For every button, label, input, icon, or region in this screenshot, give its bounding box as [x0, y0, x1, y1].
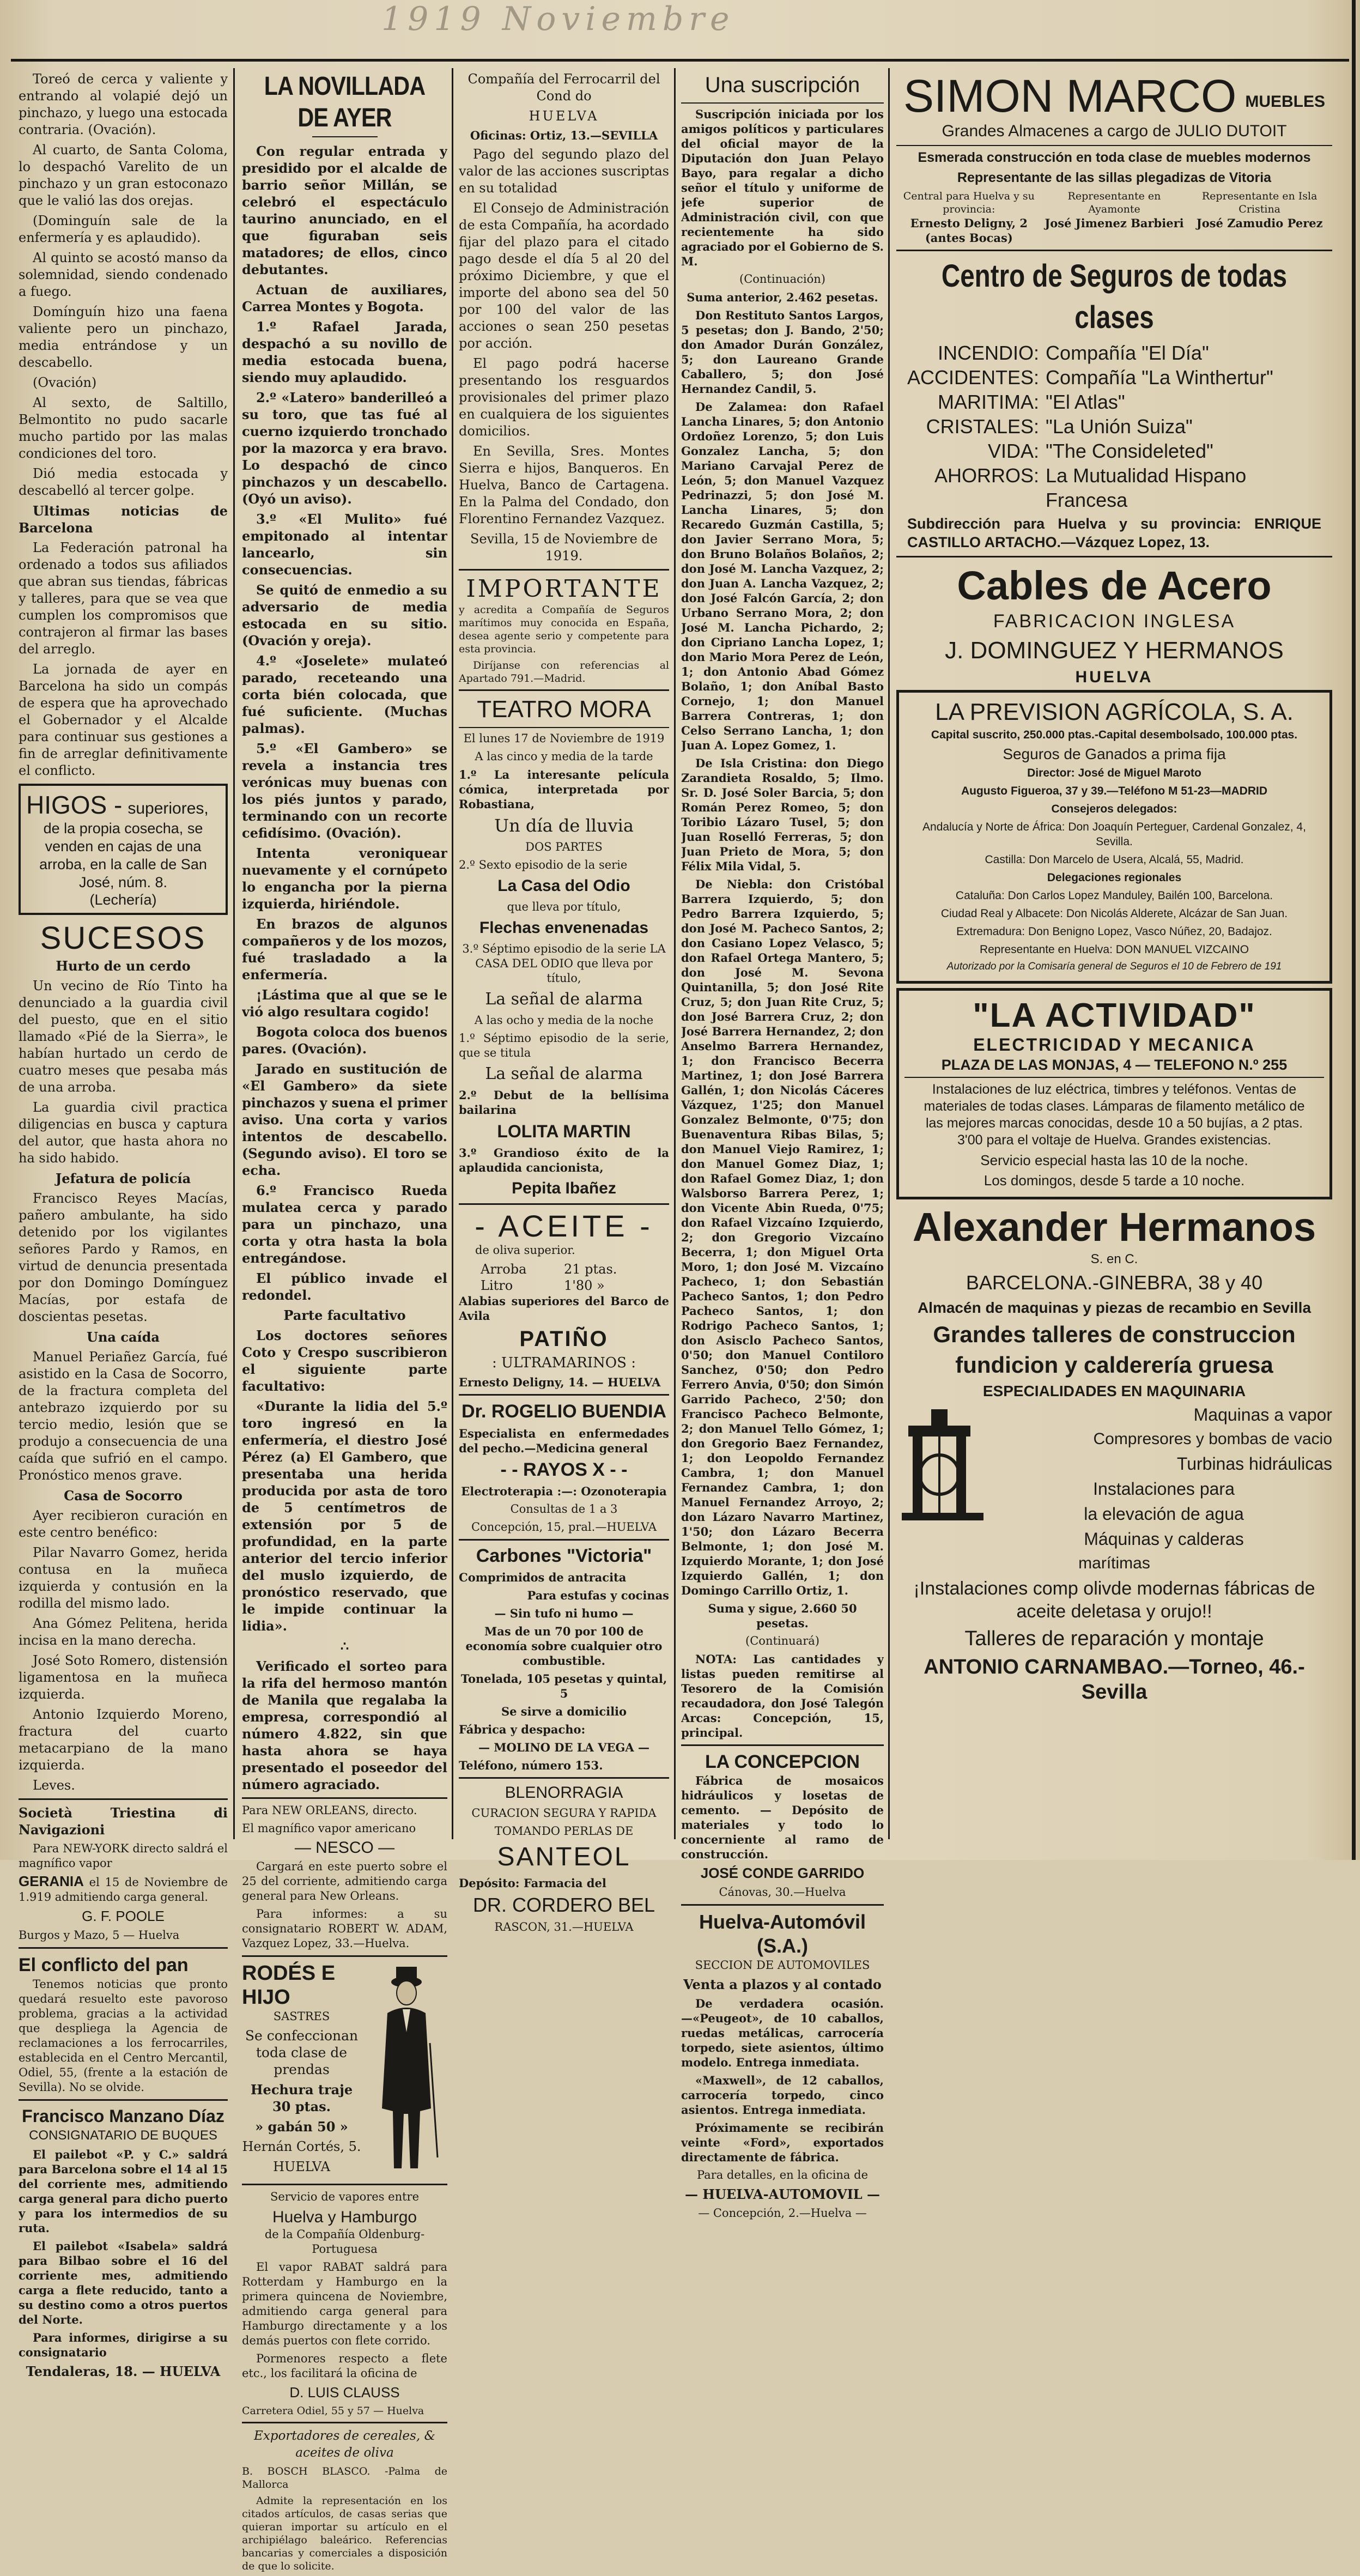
- paragraph: Subdirección para Huelva y su provincia: ENRIQUE CASTILLO ARTACHO.—Vázquez Lopez, 13.: [907, 516, 1321, 550]
- donor-list: De Niebla: don Cristóbal Barrera Izquierdo, 5; don Pedro Barrera Izquierdo, 5; don José M. Pacheco Santos, 2; don Casiano Lopez Velasco, 5; don Rafael Ortega Mantero, 5; don José M. Sevona Quintanilla, 5; don José Rite Cruz, 5; don Juan Rite Cruz, 5; don José Barrera Cruz, 2; don José Barrera Hernandez, 2; don Anselmo Barrera Hernandez, 1; don Francisco Becerra Martinez, 1; don José Barrera Gallén, 1; don Nicolás Cáceres Vázquez, 1'25; don Manuel Gonzalez Belmonte, 0'75; don Buenaventura Ribas Bilas, 5; don Manuel Viejo Ramirez, 1; don Manuel Gomez Diaz, 1; don Rafael Gomez Diaz, 1; don Walsborso Barrera Perez, 1; don Vicente Abin Rueda, 0'75; don Rafael Vizcaíno Izquierdo, 2; don Gregorio Vizcaíno Becerra, 1; don Miguel Orta Moro, 1; don José M. Vizcaíno Pacheco, 1; don Sebastián Pacheco Santos, 1; don Pedro Pacheco Santos, 1; don Rodrigo Pacheco Santos, 1; don Asisclo Pacheco Santos, 0'50; don Manuel Contiloro Sanchez, 0'50; don Pedro Ferrero Anvia, 0'50; don Simón Garrido Pacheco, 2'50; don Francisco Pacheco Belmonte, 2; don Manuel Tello Gómez, 1; don Gregorio Baez Fernandez, 1; don Leopoldo Fernandez Cambra, 1; don Manuel Fernandez Cambra, 1; don Manuel Fernandez Arroyo, 2; don Lázaro Navarro Martinez, 1'50; don Lázaro Becerra Belmonte, 1; don José M. Izquierdo Morante, 1; don José Izquierdo Gallén, 1; don Domingo Carrillo Ortiz, 1.: [681, 877, 884, 1597]
- doctor-name: DR. CORDERO BEL: [472, 1894, 655, 1916]
- divider: [681, 1744, 884, 1746]
- paragraph: Con regular entrada y presidido por el alcalde de barrio señor Millán, se celebró el espectáculo taurino anunciado, en el que figuraban seis matadores; de ellos, cinco debutantes.: [242, 143, 447, 277]
- importante-title: IMPORTANTE: [466, 575, 662, 603]
- blasco-title: Exportadores de cereales, & aceites de oliva: [254, 2429, 435, 2460]
- price-label: Litro: [481, 1278, 513, 1293]
- doctor-name: Dr. ROGELIO BUENDIA: [462, 1401, 666, 1422]
- divider: [896, 556, 1332, 557]
- paragraph: Seguros de Ganados a prima fija: [1003, 745, 1226, 762]
- alexander-title: Alexander Hermanos: [912, 1204, 1316, 1250]
- paragraph: (Ovación): [33, 375, 97, 390]
- paragraph: BARCELONA.-GINEBRA, 38 y 40: [966, 1271, 1263, 1294]
- paragraph: Bogota coloca dos buenos pares. (Ovación).: [242, 1024, 447, 1057]
- price-table: [459, 1261, 669, 1294]
- paragraph: Representante en Huelva: DON MANUEL VIZCAINO: [979, 943, 1249, 956]
- divider: [19, 1798, 228, 1800]
- paragraph: 2.º Sexto episodio de la serie: [459, 858, 628, 871]
- paragraph: ¡Lástima que al que se le vió algo resultara cogido!: [242, 987, 447, 1020]
- paragraph: De verdadera ocasión.—«Peugeot», de 10 caballos, ruedas metálicas, carrocería torpedo, siete asientos, último modelo. Entrega inmediata.: [681, 1997, 884, 2069]
- paragraph: Toreó de cerca y valiente y entrando al volapié dejó un pinchazo, y luego una estocada contraria. (Ovación).: [19, 71, 228, 137]
- paragraph: Esmerada construcción en toda clase de muebles modernos: [918, 150, 1311, 165]
- divider: [459, 1394, 669, 1396]
- divider: [242, 1797, 447, 1799]
- simon-tag: MUEBLES: [1245, 93, 1326, 111]
- paragraph: El pailebot «P. y C.» saldrá para Barcelona sobre el 14 al 15 del corriente mes, admitiendo carga general para dicho puerto y para los intermedios de su ruta.: [19, 2148, 228, 2235]
- city: HUELVA: [273, 2159, 330, 2174]
- paragraph: «Durante la lidia del 5.º toro ingresó en la enfermería, el diestro José Pérez (a) El Gambero, que presentaba una herida producida por asta de toro de 5 centímetros de extensión por 5 de profundidad, en la parte anterior del tercio inferior del muslo izquierdo, de pronóstico reservado, que le impide continuar la lidia».: [242, 1398, 447, 1634]
- paragraph: Cargará en este puerto sobre el 25 del corriente, admitiendo carga general para New Orleans.: [242, 1860, 447, 1902]
- paragraph: Mas de un 70 por 100 de economía sobre cualquier otro combustible.: [465, 1625, 663, 1668]
- paragraph: José Soto Romero, distensión ligamentosa en la muñeca izquierda.: [19, 1653, 228, 1702]
- paragraph: La Federación patronal ha ordenado a todos sus afiliados que abran sus tiendas, fábricas y talleres, para que se vea que cumplen los compromisos que contrajeron al firmar las bases del arreglo.: [19, 540, 228, 657]
- price-label: Arroba: [481, 1262, 527, 1277]
- paragraph: Domínguín hizo una faena valiente pero un pinchazo, media entrándose y un descabello.: [19, 304, 228, 370]
- paragraph: Tenemos noticias que pronto quedará resuelto este pavoroso problema, gracias a la actividad que despliega la Agencia de reclamaciones a los ferrocarriles, establecida en el Centro Mercantil, Odiel, 55, (frente a la estación de Sevilla). No se olvide.: [19, 1978, 228, 2094]
- paragraph: El vapor RABAT saldrá para Rotterdam y Hamburgo en la primera quincena de Noviembre, admitiendo carga general para Hamburgo directamente y a los demás puertos con flete corrido.: [242, 2260, 447, 2347]
- paragraph: Tonelada, 105 pesetas y quintal, 5: [460, 1672, 667, 1700]
- film-title: La señal de alarma: [485, 990, 643, 1009]
- paragraph: Ayer recibieron curación en este centro benéfico:: [19, 1508, 228, 1540]
- paragraph: Próximamente se recibirán veinte «Ford», exportados directamente de fábrica.: [681, 2121, 884, 2164]
- column-rule: [452, 68, 453, 1839]
- paragraph: Especialista en enfermedades del pecho.—Medicina general: [459, 1427, 669, 1455]
- paragraph: A las cinco y media de la tarde: [475, 750, 653, 763]
- artist-name: Pepita Ibañez: [512, 1179, 616, 1197]
- paragraph: En brazos de algunos compañeros y de los mozos, fué trasladado a la enfermería.: [242, 916, 447, 983]
- section-heading: Una caída: [87, 1329, 160, 1345]
- shop-name: PATIÑO: [519, 1327, 609, 1351]
- seguros-title: Centro de Seguros de todas clases: [941, 258, 1288, 335]
- paragraph: Depósito: Farmacia del: [459, 1876, 606, 1890]
- rep-heading: Central para Huelva y su provincia:: [903, 190, 1035, 215]
- film-title: La Casa del Odio: [497, 877, 630, 895]
- paragraph: El Consejo de Administración de esta Compañía, ha acordado fijar del plazo para el citado pago desde el día 5 al 20 del próximo Diciembre, y que el importe del abono sea del 50 por 100 del valor de las acciones o sean 250 pesetas por acción.: [459, 201, 669, 351]
- paragraph: Almacén de maquinas y piezas de recambio en Sevilla: [917, 1299, 1312, 1316]
- rodes-name: RODÉS E HIJO: [242, 1962, 336, 2009]
- paragraph: Venta a plazos y al contado: [683, 1977, 882, 1992]
- column-rule: [888, 68, 890, 1839]
- divider: [19, 1947, 228, 1949]
- simon-name: SIMON MARCO: [903, 71, 1237, 122]
- paragraph: Autorizado por la Comisaría general de Seguros el 10 de Febrero de 191: [946, 961, 1282, 972]
- rodes-role: SASTRES: [273, 2010, 330, 2023]
- paragraph: Suscripción iniciada por los amigos políticos y particulares del oficial mayor de la Diputación don Juan Pelayo Bayo, para regalar a dicho señor el título y uniforme de jefe superior de Administración civil, con que recientemente ha sido agraciado por el Gobierno de S. M.: [681, 107, 884, 268]
- paragraph: Fábrica y despacho:: [459, 1723, 586, 1736]
- paragraph: 1.º La interesante película cómica, interpretada por Robastiana,: [459, 768, 669, 811]
- divider: [19, 2099, 228, 2101]
- aceite-title: - ACEITE -: [475, 1209, 653, 1243]
- address: Burgos y Mazo, 5 — Huelva: [19, 1929, 180, 1942]
- specialty-item: Turbinas hidráulicas: [1176, 1454, 1332, 1474]
- cables-company: J. DOMINGUEZ Y HERMANOS: [945, 637, 1284, 664]
- paragraph: 1.º Rafael Jarada, despachó a su novillo de media estocada buena, siendo muy aplaudido.: [242, 319, 447, 385]
- address: Carretera Odiel, 55 y 57 — Huelva: [242, 2405, 424, 2417]
- rodes-ad: [242, 1961, 447, 2179]
- specialty-item: Instalaciones para: [1093, 1479, 1235, 1499]
- paragraph: Manuel Periañez García, fué asistido en la Casa de Socorro, de la fractura completa del antebrazo izquierdo por su tercio medio, lesión que se produjo a consecuencia de una caída que sufrió en el campo. Pronóstico menos grave.: [19, 1349, 228, 1483]
- divider: [681, 1904, 884, 1906]
- gentleman-illustration: [366, 1961, 447, 2174]
- date: Sevilla, 15 de Noviembre de 1919.: [470, 531, 658, 563]
- address: RASCON, 31.—HUELVA: [494, 1920, 634, 1933]
- paragraph: Jarado en sustitución de «El Gambero» da siete pinchazos y suena el primer aviso. Una corta y varios intentos de descabello. (Segundo aviso). El toro se echa.: [242, 1061, 447, 1178]
- ferro-title: Compañía del Ferrocarril del Cond do: [467, 71, 660, 104]
- city: HUELVA: [1075, 668, 1153, 686]
- divider: [681, 102, 884, 104]
- insurance-kind: CRISTALES:: [926, 415, 1040, 438]
- divider: [312, 136, 378, 137]
- paragraph: fundicion y calderería gruesa: [955, 1352, 1273, 1378]
- address: Hernán Cortés, 5.: [242, 2139, 361, 2154]
- column-rule: [233, 68, 235, 1839]
- higos-line: de la propia cosecha, se venden en cajas de una arroba, en la calle de San José, núm. 8.: [39, 820, 207, 890]
- suscripcion-title: Una suscripción: [705, 73, 860, 97]
- divider: [459, 1203, 669, 1205]
- paragraph: S. en C.: [1090, 1252, 1138, 1266]
- steam-engine-illustration: [896, 1404, 989, 1529]
- teatro-title: TEATRO MORA: [477, 696, 651, 723]
- paragraph: Para informes: a su consignatario ROBERT W. ADAM, Vazquez Lopez, 33.—Huelva.: [242, 1907, 447, 1950]
- auto-title: Huelva-Automóvil (S.A.): [699, 1911, 866, 1957]
- paragraph: — MOLINO DE LA VEGA —: [478, 1741, 649, 1754]
- paragraph: DOS PARTES: [525, 840, 603, 853]
- paragraph: Cataluña: Don Carlos Lopez Manduley, Bailén 100, Barcelona.: [955, 889, 1273, 902]
- paragraph: de oliva superior.: [475, 1244, 575, 1257]
- rep-heading: Representante en Isla Cristina: [1201, 190, 1317, 215]
- insurance-company: "La Unión Suiza": [1046, 415, 1193, 438]
- section-heading: Casa de Socorro: [64, 1488, 183, 1504]
- paragraph: : ULTRAMARINOS :: [492, 1355, 636, 1371]
- paragraph: El pago podrá hacerse presentando los resguardos provisionales del primer plazo en cualquiera de los siguientes domicilios.: [459, 356, 669, 439]
- paragraph: Consultas de 1 a 3: [510, 1502, 618, 1516]
- divider: [242, 2422, 447, 2423]
- higos-title: HIGOS -: [26, 791, 123, 819]
- auto-company: — HUELVA-AUTOMOVIL —: [684, 2186, 881, 2202]
- paragraph: Instalaciones de luz eléctrica, timbres y teléfonos. Ventas de materiales de todas clases. Lámparas de filamento metálico de las mejores marcas conocidas, desde 10 a 50 bujías, a 2 ptas. 3'00 para el voltaje de Huelva. Grandes existencias.: [924, 1082, 1305, 1148]
- higos-line: (Lechería): [89, 892, 157, 908]
- divider: [242, 1955, 447, 1957]
- paragraph: Se quitó de enmedio a su adversario de media estocada en su sitio. (Ovación y oreja).: [242, 582, 447, 648]
- paragraph: (Dominguín sale de la enfermería y es aplaudido).: [19, 213, 228, 245]
- film-title: Flechas envenenadas: [479, 919, 649, 937]
- santeol-name: SANTEOL: [497, 1842, 631, 1871]
- paragraph: Admite la representación en los citados artículos, de casas serias que quieran importar su artículo en el archipiélago baleárico. Referencias bancarias y comerciales a disposición de que lo solicite.: [242, 2495, 447, 2572]
- simon-header: [896, 71, 1332, 121]
- sucesos-title: SUCESOS: [40, 920, 207, 956]
- film-title: La señal de alarma: [485, 1064, 643, 1083]
- paragraph: Diríjanse con referencias al Apartado 791.—Madrid.: [459, 659, 669, 684]
- paragraph: Actuan de auxiliares, Carrea Montes y Bogota.: [242, 282, 447, 314]
- paragraph: Intenta veroniquear nuevamente y el cornúpeto lo engancha por la pierna izquierda, hiriéndole.: [242, 845, 447, 912]
- machinery-section: [896, 1404, 1332, 1577]
- paragraph: ANTONIO CARNAMBAO.—Torneo, 46.-Sevilla: [924, 1656, 1305, 1704]
- shipping-title: Società Triestina di Navigazioni: [19, 1805, 228, 1838]
- rep-name: Ernesto Deligny, 2 (antes Bocas): [910, 216, 1028, 245]
- rep-name: José Zamudio Perez: [1196, 216, 1323, 230]
- prevision-title: LA PREVISION AGRÍCOLA, S. A.: [935, 699, 1294, 725]
- paragraph: Dió media estocada y descabelló al tercer golpe.: [19, 466, 228, 498]
- paragraph: Castilla: Don Marcelo de Usera, Alcalá, 55, Madrid.: [985, 853, 1244, 866]
- blasco-name: B. BOSCH BLASCO. -Palma de Mallorca: [242, 2465, 447, 2490]
- paragraph: 2.º «Latero» banderilleó a su toro, que tas fué al cuerno izquierdo tronchado por la mazorca y era bravo. Lo despachó de cinco pinchazos y un descabello. (Oyó un aviso).: [242, 390, 447, 507]
- price-value: 1'80 »: [564, 1278, 605, 1293]
- rep-name: José Jimenez Barbieri: [1045, 216, 1184, 230]
- agent-name: D. LUIS CLAUSS: [289, 2384, 400, 2401]
- cables-title: Cables de Acero: [957, 563, 1272, 608]
- paragraph: 1.º Séptimo episodio de la serie, que se titula: [459, 1032, 669, 1059]
- column-4: [681, 71, 884, 2224]
- paragraph: Grandes Almacenes a cargo de JULIO DUTOIT: [942, 122, 1287, 140]
- rep-heading: Representante en Ayamonte: [1067, 190, 1161, 215]
- specialty-item: Compresores y bombas de vacio: [1093, 1430, 1332, 1448]
- section-heading: Parte facultativo: [283, 1307, 406, 1323]
- column-5: [896, 71, 1332, 1708]
- insurance-kind: ACCIDENTES:: [907, 366, 1040, 389]
- paragraph: Al sexto, de Saltillo, Belmontito no pudo sacarle mucho partido por las malas condiciones del toro.: [19, 395, 228, 461]
- paragraph: Para NEW-YORK directo saldrá el magnífico vapor: [19, 1842, 228, 1870]
- divider: [459, 689, 669, 691]
- address: Ernesto Deligny, 14. — HUELVA: [459, 1375, 661, 1389]
- agent-name: G. F. POOLE: [82, 1908, 165, 1924]
- manzano-name: Francisco Manzano Díaz: [22, 2106, 224, 2126]
- paragraph: Fábrica de mosaicos hidráulicos y losetas de cemento. — Depósito de materiales y todo lo concerniente al ramo de construcción.: [681, 1774, 884, 1861]
- paragraph: Para detalles, en la oficina de: [696, 2168, 868, 2181]
- concepcion-title: LA CONCEPCION: [705, 1751, 860, 1772]
- film-title: Un día de lluvia: [494, 815, 634, 836]
- paragraph: El magnífico vapor americano: [242, 1822, 416, 1835]
- paragraph: 6.º Francisco Rueda mulatea cerca y parado para un pinchazo, una corta y otra hasta la bola entregándose.: [242, 1183, 447, 1266]
- paragraph: Antonio Izquierdo Moreno, fractura del cuarto metacarpiano de la mano izquierda.: [19, 1707, 228, 1773]
- hamburgo-title: Huelva y Hamburgo: [272, 2208, 417, 2226]
- paragraph: Al quinto se acostó manso da solemnidad, siendo condenado a fuego.: [19, 250, 228, 299]
- paragraph: 3.º Séptimo episodio de la serie LA CASA DEL ODIO que lleva por título,: [462, 942, 666, 985]
- address: Tendaleras, 18. — HUELVA: [26, 2363, 221, 2379]
- insurance-kind: AHORROS:: [934, 464, 1040, 487]
- divider: [459, 727, 669, 728]
- paragraph: 2.º Debut de la bellísima bailarina: [459, 1088, 669, 1117]
- paragraph: ¡Instalaciones comp olivde modernas fábricas de aceite deletasa y orujo!!: [913, 1578, 1315, 1622]
- paragraph: Se confeccionan toda clase de prendas: [245, 2028, 359, 2077]
- ferro-city: HUELVA: [529, 108, 599, 124]
- paragraph: Verificado el sorteo para la rifa del hermoso mantón de Manila que regalaba la empresa, correspondió al número 4.822, sin que hasta ahora se haya presentado el poseedor del número agraciado.: [242, 1658, 447, 1792]
- paragraph: Servicio de vapores entre: [270, 2190, 420, 2203]
- paragraph: El pailebot «Isabela» saldrá para Bilbao sobre el 16 del corriente mes, admitiendo carga a flete reducido, tanto a su destino como a otros puertos del Norte.: [19, 2239, 228, 2326]
- paragraph: Extremadura: Don Benigno Lopez, Vasco Núñez, 20, Badajoz.: [956, 925, 1272, 938]
- paragraph: Ana Gómez Pelitena, herida incisa en la mano derecha.: [19, 1616, 228, 1648]
- ferro-office: Oficinas: Ortiz, 13.—SEVILLA: [470, 129, 658, 142]
- insurance-kind: VIDA:: [988, 440, 1040, 462]
- paragraph: Grandes talleres de construccion: [933, 1322, 1296, 1347]
- paragraph: Teléfono, número 153.: [459, 1759, 603, 1772]
- paragraph: Para NEW ORLEANS, directo.: [242, 1804, 417, 1817]
- specialty-item: Máquinas y calderas: [1084, 1529, 1244, 1549]
- paragraph: 5.º «El Gambero» se revela a instancia tres verónicas muy buenas con los piés juntos y parado, terminando con un recorte cefidísimo. (Ovación).: [242, 741, 447, 841]
- paragraph: TOMANDO PERLAS DE: [494, 1825, 634, 1838]
- divider: [459, 1777, 669, 1779]
- paragraph: Para estufas y cocinas: [527, 1589, 669, 1602]
- price-value: 21 ptas.: [564, 1262, 617, 1277]
- paragraph: Un vecino de Río Tinto ha denunciado a la guardia civil del puesto, que en el sitio llamado «Pié de la Sierra», le habían hurtado un cerdo de cuatro meses que pesaba más de una arroba.: [19, 978, 228, 1095]
- actividad-ad: [896, 988, 1332, 1199]
- paragraph: Capital suscrito, 250.000 ptas.-Capital desembolsado, 100.000 ptas.: [931, 729, 1298, 741]
- paragraph: Pilar Navarro Gomez, herida contusa en la muñeca izquierda y contusión en la rodilla del mismo lado.: [19, 1545, 228, 1611]
- paragraph: Alabias superiores del Barco de Avila: [459, 1294, 669, 1323]
- simon-representatives: [896, 190, 1332, 245]
- column-3: [459, 71, 669, 1938]
- actividad-title: "LA ACTIVIDAD": [973, 997, 1256, 1034]
- column-2: [242, 71, 447, 2576]
- paragraph: — Sin tufo ni humo —: [494, 1607, 634, 1620]
- paragraph: Andalucía y Norte de África: Don Joaquín Perteguer, Cardenal Gonzalez, 4, Sevilla.: [922, 821, 1306, 848]
- paragraph: El lunes 17 de Noviembre de 1919: [463, 732, 665, 745]
- insurance-company: Compañía "La Winthertur": [1046, 366, 1273, 389]
- insurance-company: "The Consideleted": [1046, 440, 1213, 462]
- paragraph: Pago del segundo plazo del valor de las acciones suscriptas en su totalidad: [459, 147, 669, 196]
- paragraph: Representante de las sillas plegadizas de Vitoria: [957, 170, 1272, 185]
- paragraph: El público invade el redondel.: [242, 1270, 447, 1303]
- paragraph: La guardia civil practica diligencias en busca y captura del autor, que hasta ahora no ha sido habido.: [19, 1100, 228, 1166]
- paragraph: Electroterapia :—: Ozonoterapia: [461, 1484, 667, 1498]
- donor-list: De Zalamea: don Rafael Lancha Linares, 5; don Antonio Ordoñez Lorenzo, 5; don Luis Gonzalez Lancha, 5; don Mariano Carvajal Perez de León, 5; don Manuel Vazquez Pedrinazzi, 5; don José M. Lancha Linares, 5; don Recaredo Guzmán Castilla, 5; don Javier Serrano Mora, 5; don Bruno Bolaños Bolaños, 2; don José M. Lancha Vazquez, 2; don Juan A. Lancha Vazquez, 2; don José Falcón García, 2; don Urbano Serrano Mora, 2; don José M. Lancha Pichardo, 2; don Cipriano Lancha Lopez, 1; don Mario Mora Perez de León, 1; don Antonio Abad Gómez Bolaño, 1; don Aníbal Basto Cornejo, 1; don Manuel Barrera Contreras, 1; don Celso Serrano Lancha, 1; don Juan A. Lopez Gomez, 1.: [681, 400, 884, 752]
- section-heading: Ultimas noticias de Barcelona: [19, 503, 228, 536]
- paragraph: Suma y sigue, 2.660 50 pesetas.: [708, 1602, 857, 1630]
- manzano-role: CONSIGNATARIO DE BUQUES: [29, 2128, 217, 2143]
- divider: [242, 2184, 447, 2185]
- paragraph: » gabán 50 »: [255, 2119, 348, 2135]
- insurance-kind: MARITIMA:: [938, 391, 1040, 413]
- paragraph: Leves.: [33, 1778, 75, 1793]
- divider: [896, 145, 1332, 146]
- paragraph: Pormenores respecto a flete etc., los facilitará la oficina de: [242, 2352, 447, 2380]
- paragraph: Talleres de reparación y montaje: [964, 1627, 1264, 1650]
- paragraph: La jornada de ayer en Barcelona ha sido un compás de espera que ha aprovechado el Gobernador y el Alcalde para continuar sus gestiones a fin de arreglar definitivamente el conflicto.: [19, 662, 228, 778]
- ship-name: GERANIA: [19, 1873, 84, 1889]
- paragraph: Servicio especial hasta las 10 de la noche.: [980, 1152, 1248, 1168]
- paragraph: ESPECIALIDADES EN MAQUINARIA: [982, 1383, 1246, 1399]
- paragraph: Augusto Figueroa, 37 y 39.—Teléfono M 51-23—MADRID: [961, 785, 1268, 797]
- paragraph: 4.º «Joselete» mulateó parado, receteando una corta bién colocada, que fué suficiente. (Muchas palmas).: [242, 653, 447, 736]
- paragraph: y acredita a Compañía de Seguros marítimos muy conocida en España, desea agente serio y competente para esta provincia.: [459, 604, 669, 655]
- paragraph: Al cuarto, de Santa Coloma, lo despachó Varelito de un pinchazo y un gran estoconazo que le valió las dos orejas.: [19, 142, 228, 208]
- specialty-item: marítimas: [1078, 1554, 1150, 1572]
- paragraph: Los doctores señores Coto y Crespo suscribieron el siguiente parte facultativo:: [242, 1328, 447, 1394]
- paragraph: Delegaciones regionales: [1047, 871, 1182, 884]
- paragraph: «Maxwell», de 12 caballos, carrocería torpedo, cinco asientos. Entrega inmediata.: [681, 2074, 884, 2117]
- paragraph: Suma anterior, 2.462 pesetas.: [687, 290, 878, 304]
- pan-title: El conflicto del pan: [19, 1955, 189, 1975]
- insurance-company: La Mutualidad Hispano Francesa: [1046, 464, 1247, 511]
- seguros-list: [896, 338, 1332, 514]
- owner-name: JOSÉ CONDE GARRIDO: [700, 1865, 865, 1881]
- paragraph: PLAZA DE LAS MONJAS, 4 — TELEFONO N.º 255: [941, 1057, 1288, 1073]
- section-heading: Jefatura de policía: [55, 1171, 191, 1186]
- page-edge-rule: [1352, 0, 1356, 1860]
- paragraph: Comprimidos de antracita: [459, 1571, 627, 1584]
- paragraph: ELECTRICIDAD Y MECANICA: [973, 1035, 1255, 1054]
- paragraph: En Sevilla, Sres. Montes Sierra e hijos, Banqueros. En Huelva, Banco de Cartagena. En la Palma del Condado, don Florentino Fernandez Vazquez.: [459, 444, 669, 526]
- handwritten-note: 1919 Noviembre: [381, 0, 735, 38]
- insurance-company: "El Atlas": [1046, 391, 1125, 413]
- insurance-kind: INCENDIO:: [938, 342, 1040, 364]
- higos-ad: [19, 784, 228, 915]
- paragraph: Se sirve a domicilio: [501, 1705, 627, 1718]
- paragraph: (Continuación): [739, 272, 825, 286]
- paragraph: el 15 de Noviembre de 1.919 admitiendo carga general.: [19, 1876, 228, 1904]
- donor-list: Don Restituto Santos Largos, 5 pesetas; don J. Bando, 2'50; don Amador Durán González, 5; don Laureano Grande Caballero, 5; don José Hernandez Candil, 5.: [681, 308, 884, 396]
- section-heading: Hurto de un cerdo: [56, 958, 191, 974]
- rayos-title: - - RAYOS X - -: [500, 1459, 628, 1480]
- paragraph: Director: José de Miguel Maroto: [1027, 767, 1201, 779]
- santeol-headline: BLENORRAGIA: [505, 1784, 623, 1802]
- paragraph: que lleva por título,: [507, 900, 621, 913]
- novillada-title: LA NOVILLADA DE AYER: [264, 72, 426, 132]
- specialty-item: Maquinas a vapor: [1193, 1405, 1332, 1425]
- paragraph: Los domingos, desde 5 tarde a 10 noche.: [983, 1172, 1245, 1189]
- paragraph: Francisco Reyes Macías, pañero ambulante, ha sido detenido por los vigilantes señores Pardo y Ramos, en virtud de denuncia presentada por don Domingo Domínguez Macías, por estafa de doscientas pesetas.: [19, 1191, 228, 1324]
- asterism: ∴: [340, 1638, 349, 1654]
- specialty-item: la elevación de agua: [1084, 1504, 1244, 1524]
- prevision-ad: [896, 690, 1332, 984]
- column-1: [19, 71, 228, 2383]
- paragraph: de la Compañía Oldenburg-Portuguesa: [264, 2228, 425, 2256]
- ship-name: — NESCO —: [294, 1839, 395, 1857]
- paragraph: Consejeros delegados:: [1051, 803, 1177, 815]
- artist-name: LOLITA MARTIN: [497, 1122, 631, 1141]
- top-rule: [11, 59, 1349, 62]
- column-rule: [674, 68, 676, 1839]
- address: — Concepción, 2.—Huelva —: [698, 2207, 867, 2220]
- paragraph: FABRICACION INGLESA: [993, 611, 1236, 632]
- paragraph: CURACION SEGURA Y RAPIDA: [471, 1807, 657, 1820]
- paragraph: (Continuará): [745, 1634, 819, 1647]
- paragraph: Para informes, dirigirse a su consignatario: [19, 2331, 228, 2359]
- donor-list: De Isla Cristina: don Diego Zarandieta Rosaldo, 5; Ilmo. Sr. D. José Soler Barcia, 5; don Román Perez Romeo, 5; don Toribio Lázaro Tusel, 5; don Juan Roselló Ferreras, 5; don Juan Prieto de Mora, 5; don Félix Mila Vidal, 5.: [681, 756, 884, 873]
- divider: [459, 1539, 669, 1541]
- paragraph: A las ocho y media de la noche: [474, 1014, 654, 1027]
- paragraph: SECCION DE AUTOMOVILES: [695, 1959, 870, 1972]
- paragraph: 3.º «El Mulito» fué empitonado al intentar lancearlo, sin consecuencias.: [242, 511, 447, 578]
- address: Concepción, 15, pral.—HUELVA: [471, 1520, 657, 1534]
- paragraph: 3.º Grandioso éxito de la aplaudida cancionista,: [459, 1146, 669, 1174]
- carbones-title: Carbones "Victoria": [476, 1545, 652, 1566]
- paragraph: Ciudad Real y Albacete: Don Nicolás Alderete, Alcázar de San Juan.: [940, 907, 1288, 920]
- divider: [896, 250, 1332, 251]
- address: Cánovas, 30.—Huelva: [719, 1886, 846, 1899]
- paragraph: NOTA: Las cantidades y listas pueden remitirse al Tesorero de la Comisión recaudadora, don José Talegón Arcas: Concepción, 15, principal.: [681, 1652, 884, 1739]
- paragraph: Hechura traje 30 ptas.: [250, 2082, 353, 2114]
- higos-line: superiores,: [127, 799, 209, 817]
- divider: [459, 569, 669, 571]
- divider: [904, 1077, 1324, 1078]
- insurance-company: Compañía "El Día": [1046, 342, 1209, 364]
